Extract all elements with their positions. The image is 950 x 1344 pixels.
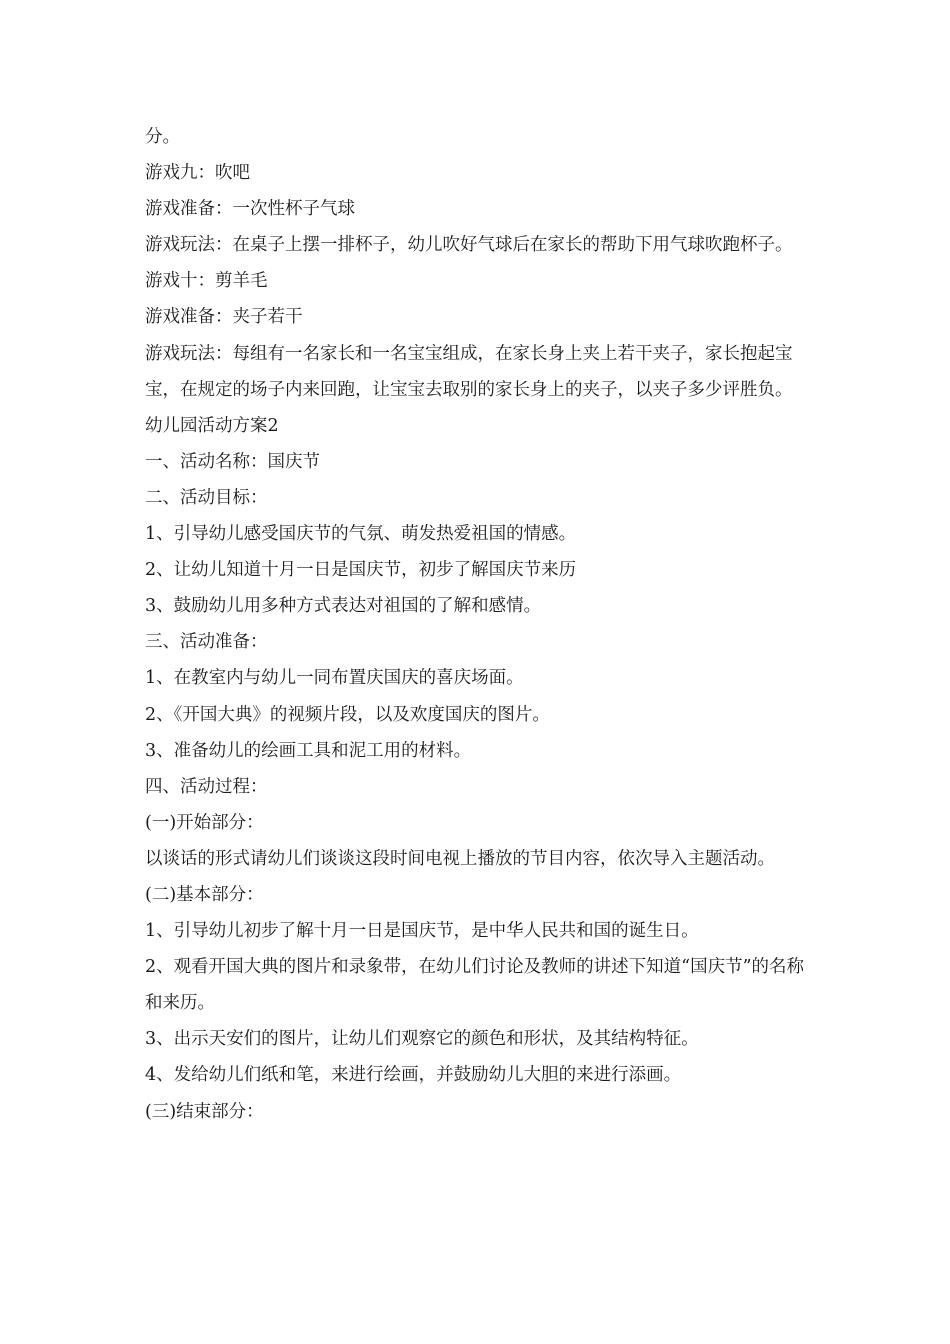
game-ten-rules: 游戏玩法：每组有一名家长和一名宝宝组成，在家长身上夹上若干夹子，家长抱起宝宝，在规定的场子内来回跑，让宝宝去取别的家长身上的夹子，以夹子多少评胜负。 [145, 343, 793, 400]
game-nine-rules: 游戏玩法：在桌子上摆一排杯子，幼儿吹好气球后在家长的帮助下用气球吹跑杯子。 [145, 235, 793, 256]
goal-item-1: 1、引导幼儿感受国庆节的气氛、萌发热爱祖国的情感。 [145, 524, 577, 545]
document-body [145, 119, 810, 1130]
ending-part-heading: (三)结束部分： [145, 1101, 264, 1122]
game-nine-preparation: 游戏准备：一次性杯子气球 [145, 199, 355, 220]
opening-part-text: 以谈话的形式请幼儿们谈谈这段时间电视上播放的节目内容，依次导入主题活动。 [145, 848, 775, 869]
plan-two-heading: 幼儿园活动方案2 [145, 415, 279, 436]
game-nine-title: 游戏九：吹吧 [145, 163, 250, 184]
basic-part-heading: (二)基本部分： [145, 884, 264, 905]
basic-item-4: 4、发给幼儿们纸和笔，来进行绘画，并鼓励幼儿大胆的来进行添画。 [145, 1065, 682, 1086]
preparation-item-1: 1、在教室内与幼儿一同布置庆国庆的喜庆场面。 [145, 668, 524, 689]
basic-item-1: 1、引导幼儿初步了解十月一日是国庆节，是中华人民共和国的诞生日。 [145, 921, 699, 942]
preparation-item-3: 3、准备幼儿的绘画工具和泥工用的材料。 [145, 740, 472, 761]
game-ten-preparation: 游戏准备：夹子若干 [145, 307, 303, 328]
basic-item-2: 2、观看开国大典的图片和录象带，在幼儿们讨论及教师的讲述下知道“国庆节”的名称和来历。 [145, 957, 805, 1014]
game-ten-title: 游戏十：剪羊毛 [145, 271, 268, 292]
basic-item-3: 3、出示天安们的图片，让幼儿们观察它的颜色和形状，及其结构特征。 [145, 1029, 699, 1050]
activity-preparation-heading: 三、活动准备： [145, 632, 268, 653]
activity-process-heading: 四、活动过程： [145, 776, 268, 797]
goal-item-3: 3、鼓励幼儿用多种方式表达对祖国的了解和感情。 [145, 596, 542, 617]
activity-goals-heading: 二、活动目标： [145, 487, 268, 508]
preparation-item-2: 2、《开国大典》的视频片段，以及欢度国庆的图片。 [145, 704, 550, 725]
paragraph-continuation: 分。 [145, 127, 180, 147]
goal-item-2: 2、让幼儿知道十月一日是国庆节，初步了解国庆节来历 [145, 560, 577, 581]
activity-name: 一、活动名称：国庆节 [145, 451, 320, 472]
opening-part-heading: (一)开始部分： [145, 812, 264, 833]
